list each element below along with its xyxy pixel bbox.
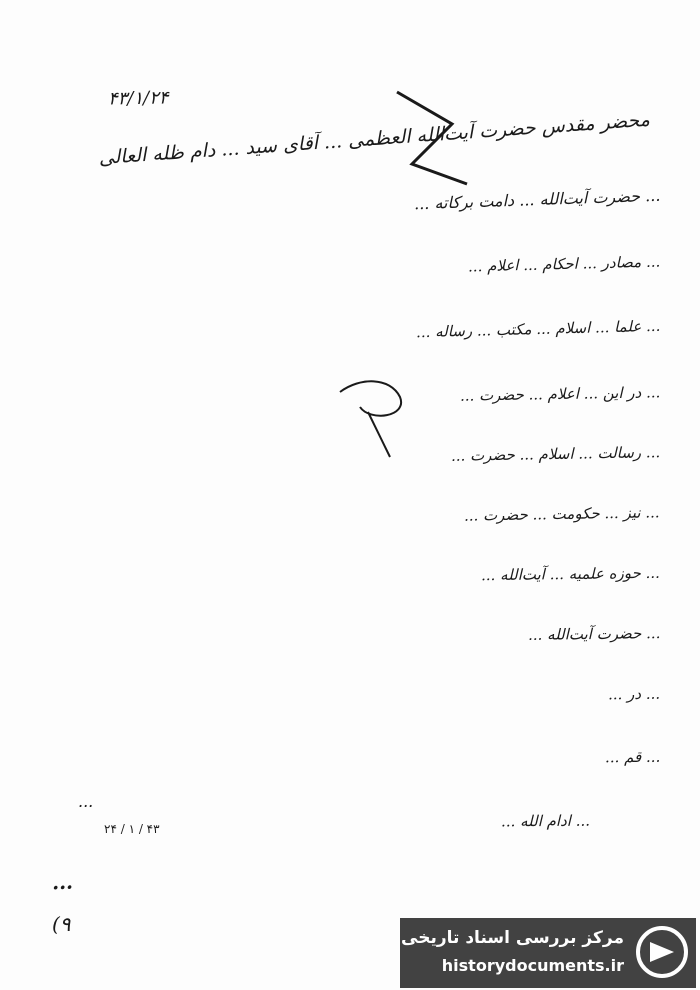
watermark-url[interactable]: historydocuments.ir (441, 956, 624, 975)
body-line: ... علما ... اسلام ... مکتب ... رساله ... (415, 316, 661, 342)
body-line: ... قم ... (604, 747, 661, 767)
archive-watermark (400, 918, 696, 988)
body-line: ... حضرت آیت‌الله ... (527, 624, 661, 644)
reference-number: ۴۳/۱/۲۴ (107, 87, 169, 110)
body-line: ... حوزه علمیه ... آیت‌الله ... (481, 563, 661, 585)
footnote-number: (۹ (52, 912, 71, 936)
watermark-title: مرکز بررسی اسناد تاریخی (401, 928, 624, 948)
letter-heading: محضر مقدس حضرت آیت‌الله العظمی ... آقای سید ... دام ظله العالی (97, 108, 651, 170)
signature: ... (78, 792, 94, 811)
body-line: ... نیز ... حکومت ... حضرت ... (464, 503, 661, 525)
archive-logo-icon (634, 924, 690, 980)
body-line: ... در ... (607, 684, 661, 704)
body-line: ... در این ... اعلام ... حضرت ... (459, 383, 661, 405)
body-line: ... رسالت ... اسلام ... حضرت ... (450, 443, 661, 465)
handwritten-footnote: ... (51, 869, 74, 895)
body-line: ... مصادر ... احکام ... اعلام ... (467, 252, 661, 276)
ink-scribble-icon (330, 372, 420, 462)
body-line: ... حضرت آیت‌الله ... دامت برکاته ... (413, 185, 661, 214)
body-line: ... ادام الله ... (500, 811, 591, 831)
signature-date: ۲۴ / ۱ / ۴۳ (104, 822, 160, 836)
